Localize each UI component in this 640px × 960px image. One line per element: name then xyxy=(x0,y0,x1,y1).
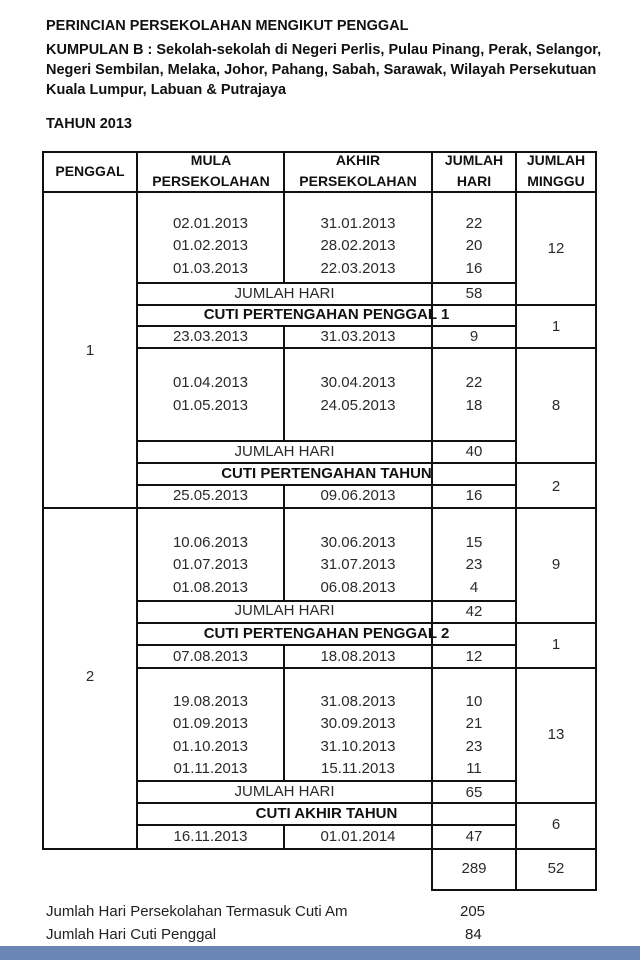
break-start-date: 25.05.2013 xyxy=(172,487,249,504)
subtotal-days: 65 xyxy=(465,784,483,801)
break-weeks: 2 xyxy=(551,478,561,495)
bottom-bar xyxy=(0,946,640,960)
row-days: 18 xyxy=(465,397,483,414)
row-start-date: 19.08.2013 xyxy=(172,693,249,710)
table-border xyxy=(136,484,517,486)
header-akhir-persekolahan: AKHIR PERSEKOLAHAN xyxy=(299,152,417,189)
table-border xyxy=(136,507,597,509)
row-days: 23 xyxy=(465,556,483,573)
footer-school-days-label: Jumlah Hari Persekolahan Termasuk Cuti Am xyxy=(46,903,348,920)
break-start-date: 23.03.2013 xyxy=(172,328,249,345)
row-days: 23 xyxy=(465,738,483,755)
row-start-date: 01.08.2013 xyxy=(172,579,249,596)
table-border xyxy=(136,622,597,624)
weeks-value: 9 xyxy=(551,556,561,573)
row-start-date: 10.06.2013 xyxy=(172,534,249,551)
table-border xyxy=(136,462,597,464)
term-1-label: 1 xyxy=(85,342,95,359)
page-title: PERINCIAN PERSEKOLAHAN MENGIKUT PENGGAL xyxy=(46,18,409,34)
row-days: 10 xyxy=(465,693,483,710)
break-end-date: 01.01.2014 xyxy=(320,828,396,845)
break-end-date: 31.03.2013 xyxy=(320,328,396,345)
table-border xyxy=(283,151,285,192)
grand-total-weeks: 52 xyxy=(547,860,565,877)
grand-total-days: 289 xyxy=(461,860,487,877)
table-border xyxy=(136,282,517,284)
break-weeks: 6 xyxy=(551,816,561,833)
row-end-date: 30.06.2013 xyxy=(320,534,396,551)
weeks-value: 13 xyxy=(547,726,565,743)
table-border xyxy=(595,151,597,890)
row-end-date: 30.04.2013 xyxy=(320,374,396,391)
row-days: 22 xyxy=(465,374,483,391)
group-description: KUMPULAN B : Sekolah-sekolah di Negeri Perlis, Pulau Pinang, Perak, Selangor, Negeri Sembilan, Melaka, Johor, Pahang, Sabah, Sarawak, Wilayah Persekutuan Kuala Lumpur, Labuan & Putrajaya xyxy=(46,42,602,98)
table-border xyxy=(136,802,597,804)
term-2-label: 2 xyxy=(85,668,95,685)
row-end-date: 15.11.2013 xyxy=(321,760,395,777)
subtotal-days: 40 xyxy=(465,443,483,460)
subtotal-label: JUMLAH HARI xyxy=(234,783,335,800)
table-border xyxy=(136,347,597,349)
table-border xyxy=(431,889,597,891)
table-border xyxy=(42,848,597,850)
break-days: 16 xyxy=(465,487,483,504)
table-border xyxy=(136,440,517,442)
break-days: 9 xyxy=(469,328,479,345)
row-end-date: 24.05.2013 xyxy=(320,397,396,414)
subtotal-days: 58 xyxy=(465,285,483,302)
break-start-date: 07.08.2013 xyxy=(172,648,249,665)
break-weeks: 1 xyxy=(551,636,561,653)
break-start-date: 16.11.2013 xyxy=(173,828,248,845)
header-penggal: PENGGAL xyxy=(55,163,125,179)
row-days: 15 xyxy=(465,534,483,551)
row-days: 20 xyxy=(465,237,483,254)
row-end-date: 31.08.2013 xyxy=(320,693,396,710)
row-end-date: 31.10.2013 xyxy=(320,738,396,755)
break-days: 12 xyxy=(465,648,483,665)
row-end-date: 31.07.2013 xyxy=(320,556,396,573)
row-start-date: 02.01.2013 xyxy=(172,215,249,232)
row-days: 11 xyxy=(466,760,482,777)
row-start-date: 01.04.2013 xyxy=(172,374,249,391)
weeks-value: 8 xyxy=(551,397,561,414)
break-end-date: 09.06.2013 xyxy=(320,487,396,504)
row-start-date: 01.02.2013 xyxy=(172,237,249,254)
row-days: 4 xyxy=(469,579,479,596)
row-start-date: 01.03.2013 xyxy=(172,260,249,277)
break-title: CUTI PERTENGAHAN TAHUN xyxy=(221,465,432,482)
row-end-date: 30.09.2013 xyxy=(320,715,396,732)
row-end-date: 28.02.2013 xyxy=(320,237,396,254)
subtotal-days: 42 xyxy=(465,603,483,620)
row-days: 22 xyxy=(465,215,483,232)
table-border xyxy=(42,507,137,509)
row-end-date: 31.01.2013 xyxy=(320,215,396,232)
break-end-date: 18.08.2013 xyxy=(320,648,396,665)
row-end-date: 22.03.2013 xyxy=(320,260,396,277)
header-mula-persekolahan: MULA PERSEKOLAHAN xyxy=(152,152,270,189)
footer-school-days-value: 205 xyxy=(460,903,486,920)
table-border xyxy=(136,824,517,826)
header-jumlah-minggu: JUMLAH MINGGU xyxy=(526,152,586,189)
row-start-date: 01.11.2013 xyxy=(173,760,248,777)
row-days: 21 xyxy=(465,715,483,732)
break-title: CUTI PERTENGAHAN PENGGAL 2 xyxy=(203,625,450,642)
subtotal-label: JUMLAH HARI xyxy=(234,285,335,302)
table-border xyxy=(136,780,517,782)
year-label: TAHUN 2013 xyxy=(46,116,132,132)
break-weeks: 1 xyxy=(551,318,561,335)
break-days: 47 xyxy=(465,828,483,845)
table-border xyxy=(136,644,517,646)
break-title: CUTI PERTENGAHAN PENGGAL 1 xyxy=(203,306,450,323)
row-days: 16 xyxy=(465,260,483,277)
footer-holiday-days-value: 84 xyxy=(465,926,482,943)
row-start-date: 01.05.2013 xyxy=(172,397,249,414)
footer-holiday-days-label: Jumlah Hari Cuti Penggal xyxy=(46,926,217,943)
subtotal-label: JUMLAH HARI xyxy=(234,443,335,460)
row-start-date: 01.10.2013 xyxy=(172,738,249,755)
subtotal-label: JUMLAH HARI xyxy=(234,602,335,619)
header-jumlah-hari: JUMLAH HARI xyxy=(444,152,504,189)
break-title: CUTI AKHIR TAHUN xyxy=(255,805,398,822)
row-start-date: 01.07.2013 xyxy=(172,556,249,573)
table-border xyxy=(136,325,517,327)
row-start-date: 01.09.2013 xyxy=(172,715,249,732)
weeks-value: 12 xyxy=(547,240,565,257)
row-end-date: 06.08.2013 xyxy=(320,579,396,596)
table-border xyxy=(136,667,597,669)
table-border xyxy=(42,151,44,849)
